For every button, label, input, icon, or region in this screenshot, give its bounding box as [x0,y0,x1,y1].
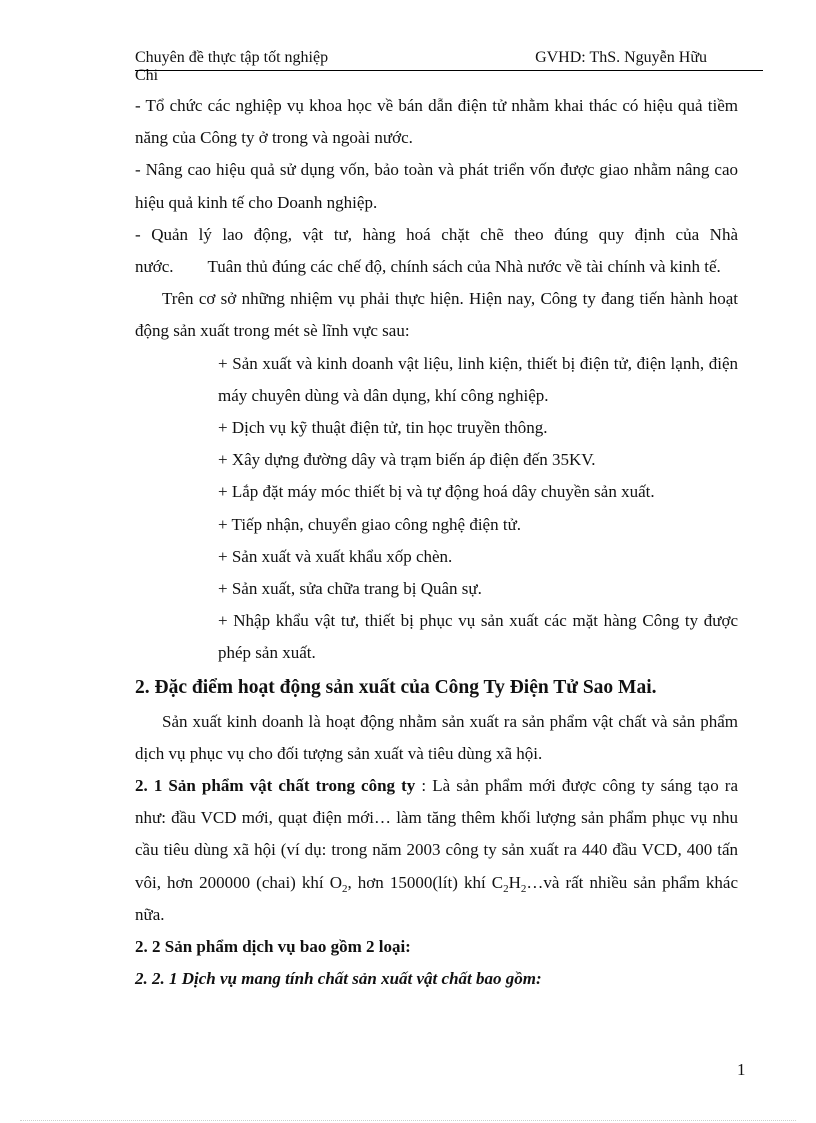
paragraph-2: - Nâng cao hiệu quả sử dụng vốn, bảo toàn và phát triển vốn được giao nhằm nâng cao hiệu quả kinh tế cho Doanh nghiệp. [135,160,738,212]
list-item: + Sản xuất và xuất khẩu xốp chèn. [218,546,453,566]
section-2-2-1: 2. 2. 1 Dịch vụ mang tính chất sản xuất vật chất bao gồm: [135,969,542,989]
header-rule [135,70,763,71]
list-item: + Xây dựng đường dây và trạm biến áp điện đến 35KV. [218,450,596,470]
paragraph-3-part-a: - Quản lý lao động, vật tư, hàng hoá chặt chẽ theo đúng quy định của Nhà nước. [135,224,738,277]
subscript: 2 [520,882,527,895]
footer-dotted-rule [20,1120,796,1121]
page-header [135,49,763,85]
paragraph-5: Sản xuất kinh doanh là hoạt động nhằm sản xuất ra sản phẩm vật chất và sản phẩm dịch vụ phục vụ cho đối tượng sản xuất và tiêu dùng xã hội. [135,711,738,763]
document-body [135,90,738,995]
section-2-1-text: : Là sản phẩm mới được công ty sáng tạo ra như: đầu VCD mới, quạt điện mới… làm tăng thêm khối lượng sản phẩm phục vụ nhu cầu tiêu dùng xã hội (ví dụ: trong năm 2003 công ty sản xuất ra 440 đầu VCD, 400 tấn vôi, hơn 200000 (chai) khí O [135,776,738,892]
paragraph-4: Trên cơ sở những nhiệm vụ phải thực hiện. Hiện nay, Công ty đang tiến hành hoạt động sản xuất trong mét sè lĩnh vực sau: [135,289,738,341]
list-item: + Sản xuất, sửa chữa trang bị Quân sự. [218,579,482,599]
list-item: + Lắp đặt máy móc thiết bị và tự động hoá dây chuyền sản xuất. [218,482,655,502]
section-2-1-text-h: H [508,872,521,892]
header-advisor: GVHD: ThS. Nguyễn Hữu [535,49,707,66]
section-2-1-text-end: …và rất nhiều sản phẩm khác nữa. [135,872,738,924]
section-2-1 [135,770,738,931]
paragraph-3-part-b: Tuân thủ đúng các chế độ, chính sách của Nhà nước về tài chính và kinh tế. [207,257,721,277]
page-number: 1 [737,1060,746,1079]
paragraph-3 [135,219,738,283]
section-2-1-text-mid: , hơn 15000(lít) khí C [347,872,504,892]
list-item: + Sản xuất và kinh doanh vật liệu, linh kiện, thiết bị điện tử, điện lạnh, điện máy chuyên dùng và dân dụng, khí công nghiệp. [218,353,738,405]
section-heading-2: 2. Đặc điểm hoạt động sản xuất của Công Ty Điện Tử Sao Mai. [135,676,657,698]
list-item: + Nhập khẩu vật tư, thiết bị phục vụ sản xuất các mặt hàng Công ty được phép sản xuất. [218,611,738,663]
section-2-1-label: 2. 1 Sản phẩm vật chất trong công ty [135,776,416,796]
paragraph-1: - Tổ chức các nghiệp vụ khoa học về bán dẫn điện tử nhằm khai thác có hiệu quả tiềm năng của Công ty ở trong và ngoài nước. [135,96,738,148]
subscript: 2 [503,882,509,895]
subscript: 2 [341,882,348,895]
section-2-2: 2. 2 Sản phẩm dịch vụ bao gồm 2 loại: [135,937,411,957]
list-item: + Dịch vụ kỹ thuật điện tử, tin học truyền thông. [218,418,548,438]
header-advisor-continuation: Chi [135,67,159,84]
header-title: Chuyên đề thực tập tốt nghiệp [135,49,329,66]
list-item: + Tiếp nhận, chuyển giao công nghệ điện tử. [218,514,522,534]
